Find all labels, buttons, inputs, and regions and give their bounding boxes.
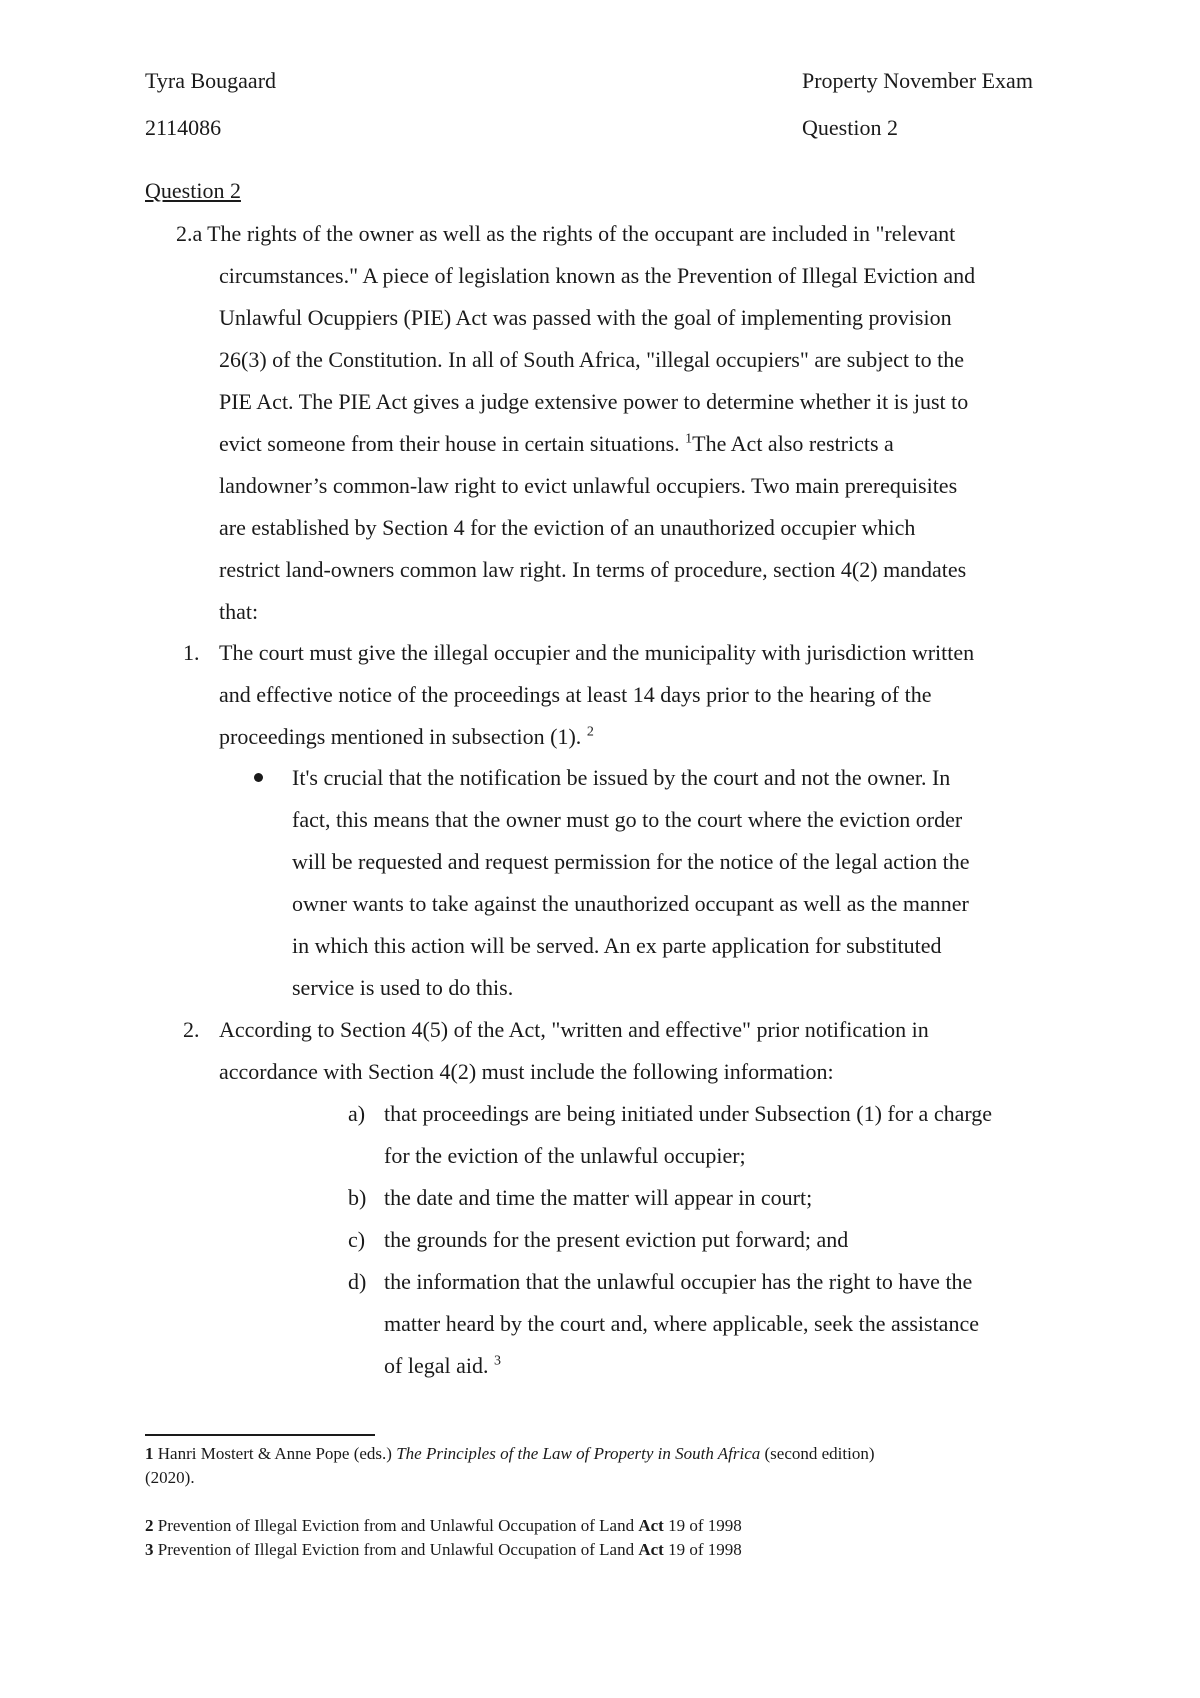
footnote-2: 2 Prevention of Illegal Eviction from and Unlawful Occupation of Land Act 19 of 1998	[145, 1516, 742, 1535]
list-letter: b)	[348, 1185, 367, 1210]
footnote-divider	[145, 1434, 375, 1436]
intro-line: circumstances." A piece of legislation known as the Prevention of Illegal Eviction and	[219, 263, 976, 288]
intro-paragraph	[176, 213, 1056, 633]
list-letter: d)	[348, 1269, 367, 1294]
list-letter: a)	[348, 1101, 366, 1126]
author-name: Tyra Bougaard	[145, 68, 277, 93]
exam-title: Property November Exam	[802, 68, 1033, 93]
bullet-item: It's crucial that the notification be issued by the court and not the owner. In fact, this means that the owner must go to the court where the eviction order will be requested and request permission for the notice of the legal action the owner wants to take against the unauthorized occupant as well as the manner in which this action will be served. An ex parte application for substituted service is used to do this.	[292, 765, 970, 1000]
lettered-item: that proceedings are being initiated under Subsection (1) for a charge for the eviction of the unlawful occupier;	[384, 1101, 993, 1168]
list-letter: c)	[348, 1227, 366, 1252]
numbered-item: The court must give the illegal occupier and the municipality with jurisdiction written and effective notice of the proceedings at least 14 days prior to the hearing of the proceedings mentioned in subsection (1). $^2$	[219, 640, 975, 749]
lettered-item: the date and time the matter will appear in court;	[384, 1185, 813, 1210]
intro-line: landowner’s common-law right to evict unlawful occupiers. Two main prerequisites	[219, 473, 958, 498]
student-number: 2114086	[145, 115, 222, 140]
intro-line: PIE Act. The PIE Act gives a judge extensive power to determine whether it is just to	[219, 389, 969, 414]
header-question-label: Question 2	[802, 115, 898, 140]
intro-line: 2.a The rights of the owner as well as the rights of the occupant are included in "relevant	[176, 213, 1056, 255]
intro-line: are established by Section 4 for the eviction of an unauthorized occupier which	[219, 515, 916, 540]
numbered-item: According to Section 4(5) of the Act, "written and effective" prior notification in accordance with Section 4(2) must include the following information:	[219, 1017, 929, 1084]
list-number: 2.	[183, 1017, 200, 1042]
lettered-item: the information that the unlawful occupier has the right to have the matter heard by the court and, where applicable, seek the assistance of legal aid. $^3$	[384, 1269, 979, 1378]
intro-line: Unlawful Ocuppiers (PIE) Act was passed with the goal of implementing provision	[219, 305, 952, 330]
bullet-icon	[254, 773, 263, 782]
intro-line: restrict land-owners common law right. In terms of procedure, section 4(2) mandates	[219, 557, 967, 582]
intro-label: 2.a	[176, 221, 203, 246]
footnote-3: 3 Prevention of Illegal Eviction from and Unlawful Occupation of Land Act 19 of 1998	[145, 1540, 742, 1559]
intro-line: that:	[219, 599, 259, 624]
intro-line: 26(3) of the Constitution. In all of South Africa, "illegal occupiers" are subject to the	[219, 347, 965, 372]
footnote-ref: 1	[685, 431, 693, 447]
footnote-ref: 3	[493, 1353, 501, 1369]
footnote-1: 1 Hanri Mostert & Anne Pope (eds.) The Principles of the Law of Property in South Africa (second edition) (2020).	[145, 1444, 875, 1487]
footnote-ref: 2	[586, 724, 594, 740]
list-number: 1.	[183, 640, 200, 665]
lettered-item: the grounds for the present eviction put forward; and	[384, 1227, 849, 1252]
question-heading: Question 2	[145, 178, 241, 203]
intro-line: evict someone from their house in certain situations. $^1$The Act also restricts a	[219, 431, 894, 456]
